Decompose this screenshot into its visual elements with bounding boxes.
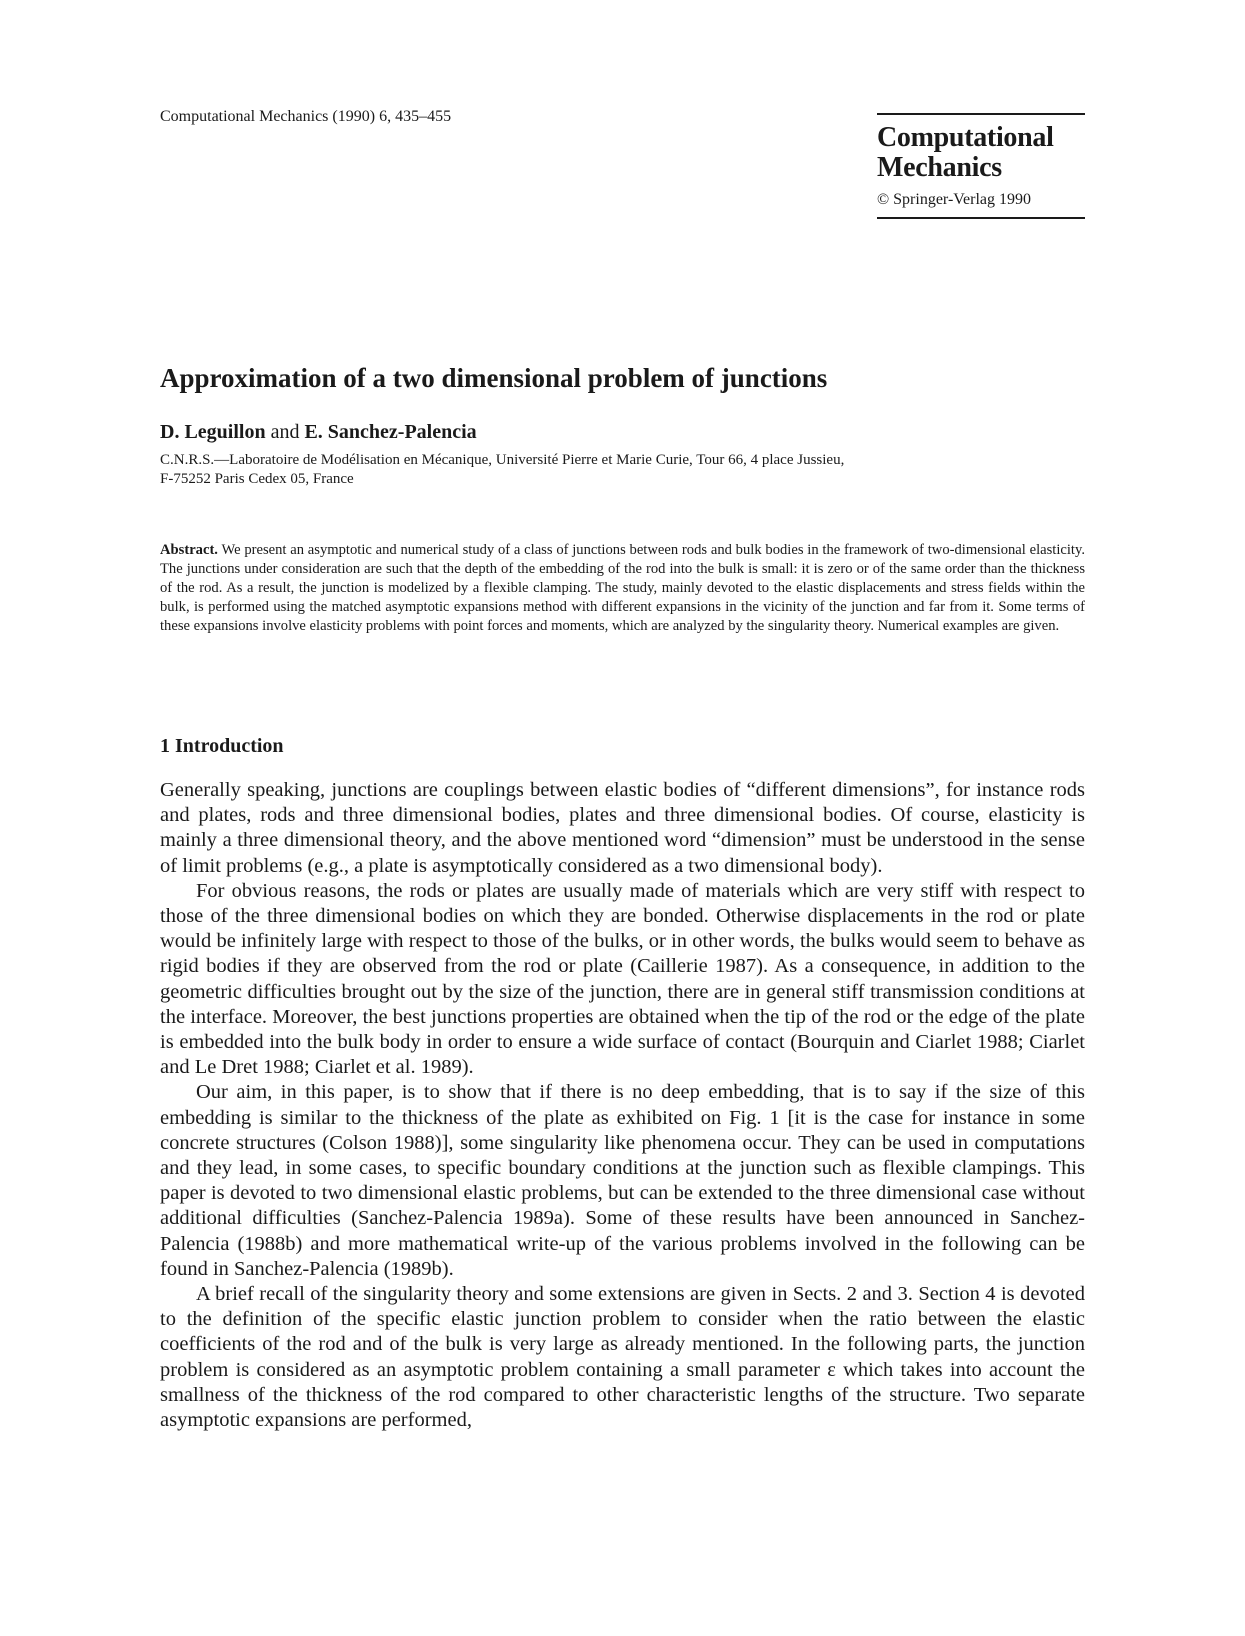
affiliation-line-1: C.N.R.S.—Laboratoire de Modélisation en Mécanique, Université Pierre et Marie Curie, Tour 66, 4 place Jussieu, [160, 452, 845, 468]
journal-name [877, 123, 1085, 183]
author-conjunction: and [265, 421, 305, 443]
affiliation [160, 451, 1080, 489]
author-2: E. Sanchez-Palencia [304, 421, 477, 443]
affiliation-line-2: F-75252 Paris Cedex 05, France [160, 471, 354, 487]
masthead-top-rule [877, 113, 1085, 115]
paragraph: Generally speaking, junctions are couplings between elastic bodies of “different dimensions”, for instance rods and plates, rods and three dimensional bodies, plates and three dimensional bodies. Of course, elasticity is mainly a three dimensional theory, and the above mentioned word “dimension” must be understood in the sense of limit problems (e.g., a plate is asymptotically considered as a two dimensional body). [160, 779, 1085, 877]
author-1: D. Leguillon [160, 421, 266, 443]
paragraph: For obvious reasons, the rods or plates are usually made of materials which are very stiff with respect to those of the three dimensional bodies on which they are bonded. Otherwise displacements in the rod or plate would be infinitely large with respect to those of the bulks, or in other words, the bulks would seem to behave as rigid bodies if they are observed from the rod or plate (Caillerie 1987). As a consequence, in addition to the geometric difficulties brought out by the size of the junction, there are in general stiff transmission conditions at the interface. Moreover, the best junctions properties are obtained when the tip of the rod or the edge of the plate is embedded into the bulk body in order to ensure a wide surface of contact (Bourquin and Ciarlet 1988; Ciarlet and Le Dret 1988; Ciarlet et al. 1989). [160, 879, 1085, 1079]
journal-masthead [877, 113, 1085, 219]
paragraph: Our aim, in this paper, is to show that if there is no deep embedding, that is to say if the size of this embedding is similar to the thickness of the plate as exhibited on Fig. 1 [it is the case for instance in some concrete structures (Colson 1988)], some singularity like phenomena occur. They can be used in computations and they lead, in some cases, to specific boundary conditions at the junction such as flexible clampings. This paper is devoted to two dimensional elastic problems, but can be extended to the three dimensional case without additional difficulties (Sanchez-Palencia 1989a). Some of these results have been announced in Sanchez-Palencia (1988b) and more mathematical write-up of the various problems involved in the following can be found in Sanchez-Palencia (1989b). [160, 1081, 1085, 1280]
journal-name-line1: Computational [877, 122, 1054, 153]
section-heading-introduction: 1 Introduction [160, 735, 284, 757]
authors [160, 421, 477, 444]
introduction-body [160, 778, 1085, 1433]
journal-name-line2: Mechanics [877, 152, 1002, 183]
abstract-text: We present an asymptotic and numerical study of a class of junctions between rods and bulk bodies in the framework of two-dimensional elasticity. The junctions under consideration are such that the depth of the embedding of the rod into the bulk is small: it is zero or of the same order than the thickness of the rod. As a result, the junction is modelized by a flexible clamping. The study, mainly devoted to the elastic displacements and stress fields within the bulk, is performed using the matched asymptotic expansions method with different expansions in the vicinity of the junction and far from it. Some terms of these expansions involve elasticity problems with point forces and moments, which are analyzed by the singularity theory. Numerical examples are given. [160, 542, 1085, 634]
abstract-label: Abstract. [160, 542, 218, 558]
journal-citation: Computational Mechanics (1990) 6, 435–455 [160, 108, 452, 125]
masthead-bottom-rule [877, 217, 1085, 219]
paper-title: Approximation of a two dimensional problem of junctions [160, 363, 828, 393]
paragraph: A brief recall of the singularity theory and some extensions are given in Sects. 2 and 3. Section 4 is devoted to the definition of the specific elastic junction problem to consider when the ratio between the elastic coefficients of the rod and of the bulk is very large as already mentioned. In the following parts, the junction problem is considered as an asymptotic problem containing a small parameter ε which takes into account the smallness of the thickness of the rod compared to other characteristic lengths of the structure. Two separate asymptotic expansions are performed, [160, 1283, 1085, 1432]
copyright-notice: © Springer-Verlag 1990 [877, 191, 1032, 208]
abstract [160, 541, 1085, 636]
